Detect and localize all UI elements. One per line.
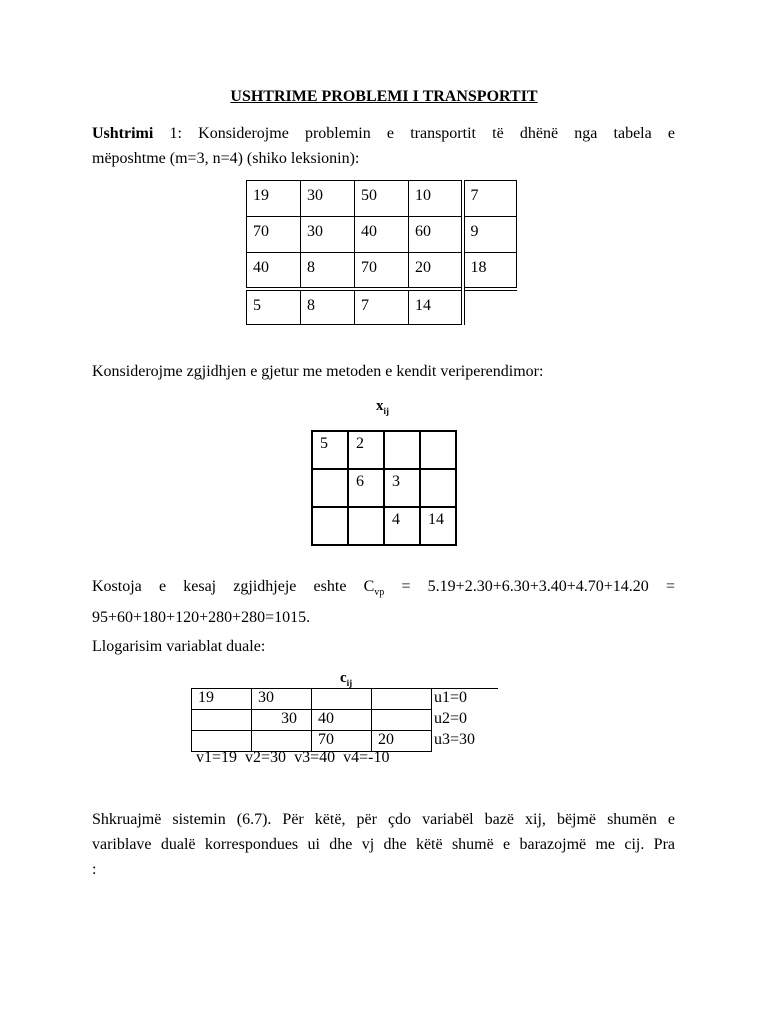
v-value: v3=40 (294, 749, 336, 766)
cij-cell: 70 (312, 731, 372, 752)
cij-cell (192, 710, 252, 731)
cij-cell (372, 710, 432, 731)
system-line-1: Shkruajmë sistemin (6.7). Për këtë, për çdo variabël bazë xij, bëjmë shumën e (92, 811, 675, 828)
cost-row (247, 181, 517, 217)
xij-label (376, 398, 389, 416)
xij-table (311, 430, 457, 546)
cost-row (247, 217, 517, 253)
cost-line-1 (92, 574, 675, 605)
empty-corner-cell (463, 289, 517, 325)
cost-cell: 30 (301, 217, 355, 253)
cost-cell: 20 (409, 253, 463, 289)
system-line-2: variblave dualë korrespondues ui dhe vj dhe këtë shumë e barazojmë me cij. Pra (92, 836, 675, 853)
page-title: USHTRIME PROBLEMI I TRANSPORTIT (230, 88, 538, 105)
v-values-row (196, 749, 397, 767)
cost-paragraph (92, 574, 675, 630)
cost-cell: 40 (247, 253, 301, 289)
supply-cell: 9 (463, 217, 517, 253)
system-paragraph (92, 807, 675, 882)
cost-table (246, 180, 517, 325)
cij-label-base: c (340, 670, 347, 686)
xij-cell (312, 507, 348, 545)
cij-row (192, 710, 498, 731)
xij-cell: 6 (348, 469, 384, 507)
xij-cell (384, 431, 420, 469)
xij-cell: 4 (384, 507, 420, 545)
supply-cell: 7 (463, 181, 517, 217)
xij-cell: 2 (348, 431, 384, 469)
demand-cell: 8 (301, 289, 355, 325)
cost-line-2: 95+60+180+120+280+280=1015. (92, 609, 311, 627)
system-line-3: : (92, 861, 97, 878)
xij-label-base: x (376, 398, 384, 414)
u-value: u3=30 (434, 730, 476, 748)
xij-cell (312, 469, 348, 507)
xij-row (312, 431, 456, 469)
cost-row (247, 253, 517, 289)
cost-cell: 40 (355, 217, 409, 253)
supply-cell: 18 (463, 253, 517, 289)
cost-cell: 70 (247, 217, 301, 253)
u-value: u2=0 (434, 709, 468, 727)
cij-label (340, 670, 352, 688)
dual-intro: Llogarisim variablat duale: (92, 638, 266, 655)
cij-table (191, 688, 498, 752)
cost-line-1-suffix: = 5.19+2.30+6.30+3.40+4.70+14.20 = (384, 578, 675, 595)
demand-cell: 5 (247, 289, 301, 325)
xij-cell (348, 507, 384, 545)
cost-cell: 70 (355, 253, 409, 289)
cost-cell: 19 (247, 181, 301, 217)
xij-label-sub: ij (383, 406, 389, 416)
solution-intro: Konsiderojme zgjidhjen e gjetur me metoden e kendit veriperendimor: (92, 363, 544, 380)
exercise-number: 1 (153, 125, 178, 142)
cij-cell: 19 (192, 689, 252, 710)
cost-cell: 10 (409, 181, 463, 217)
cost-cell: 30 (301, 181, 355, 217)
cost-line-1-prefix: Kostoja e kesaj zgjidhjeje eshte C (92, 578, 375, 595)
xij-cell (420, 431, 456, 469)
exercise-label: Ushtrimi (92, 125, 154, 142)
xij-row (312, 507, 456, 545)
exercise-line-1 (92, 121, 675, 146)
v-value: v1=19 (196, 749, 238, 766)
cij-row (192, 689, 498, 710)
cij-label-sub: ij (346, 678, 353, 688)
cij-cell: 40 (312, 710, 372, 731)
cij-cell: 30 (252, 710, 312, 731)
exercise-line-2: mëposhtme (m=3, n=4) (shiko leksionin): (92, 150, 360, 167)
v-value: v2=30 (245, 749, 287, 766)
cij-cell: 20 (372, 731, 432, 752)
xij-cell: 5 (312, 431, 348, 469)
demand-row (247, 289, 517, 325)
demand-cell: 14 (409, 289, 463, 325)
xij-cell: 14 (420, 507, 456, 545)
cij-cell (312, 689, 372, 710)
v-value: v4=-10 (343, 749, 390, 766)
demand-cell: 7 (355, 289, 409, 325)
xij-row (312, 469, 456, 507)
cost-cell: 60 (409, 217, 463, 253)
cij-cell (372, 689, 432, 710)
cost-cell: 50 (355, 181, 409, 217)
cost-line-1-sub: vp (374, 587, 385, 599)
exercise-text-1: : Konsiderojme problemin e transportit të dhënë nga tabela e (177, 125, 676, 142)
u-value: u1=0 (432, 689, 498, 710)
xij-cell: 3 (384, 469, 420, 507)
exercise-paragraph (92, 121, 675, 171)
xij-cell (420, 469, 456, 507)
cost-cell: 8 (301, 253, 355, 289)
cij-cell: 30 (252, 689, 312, 710)
